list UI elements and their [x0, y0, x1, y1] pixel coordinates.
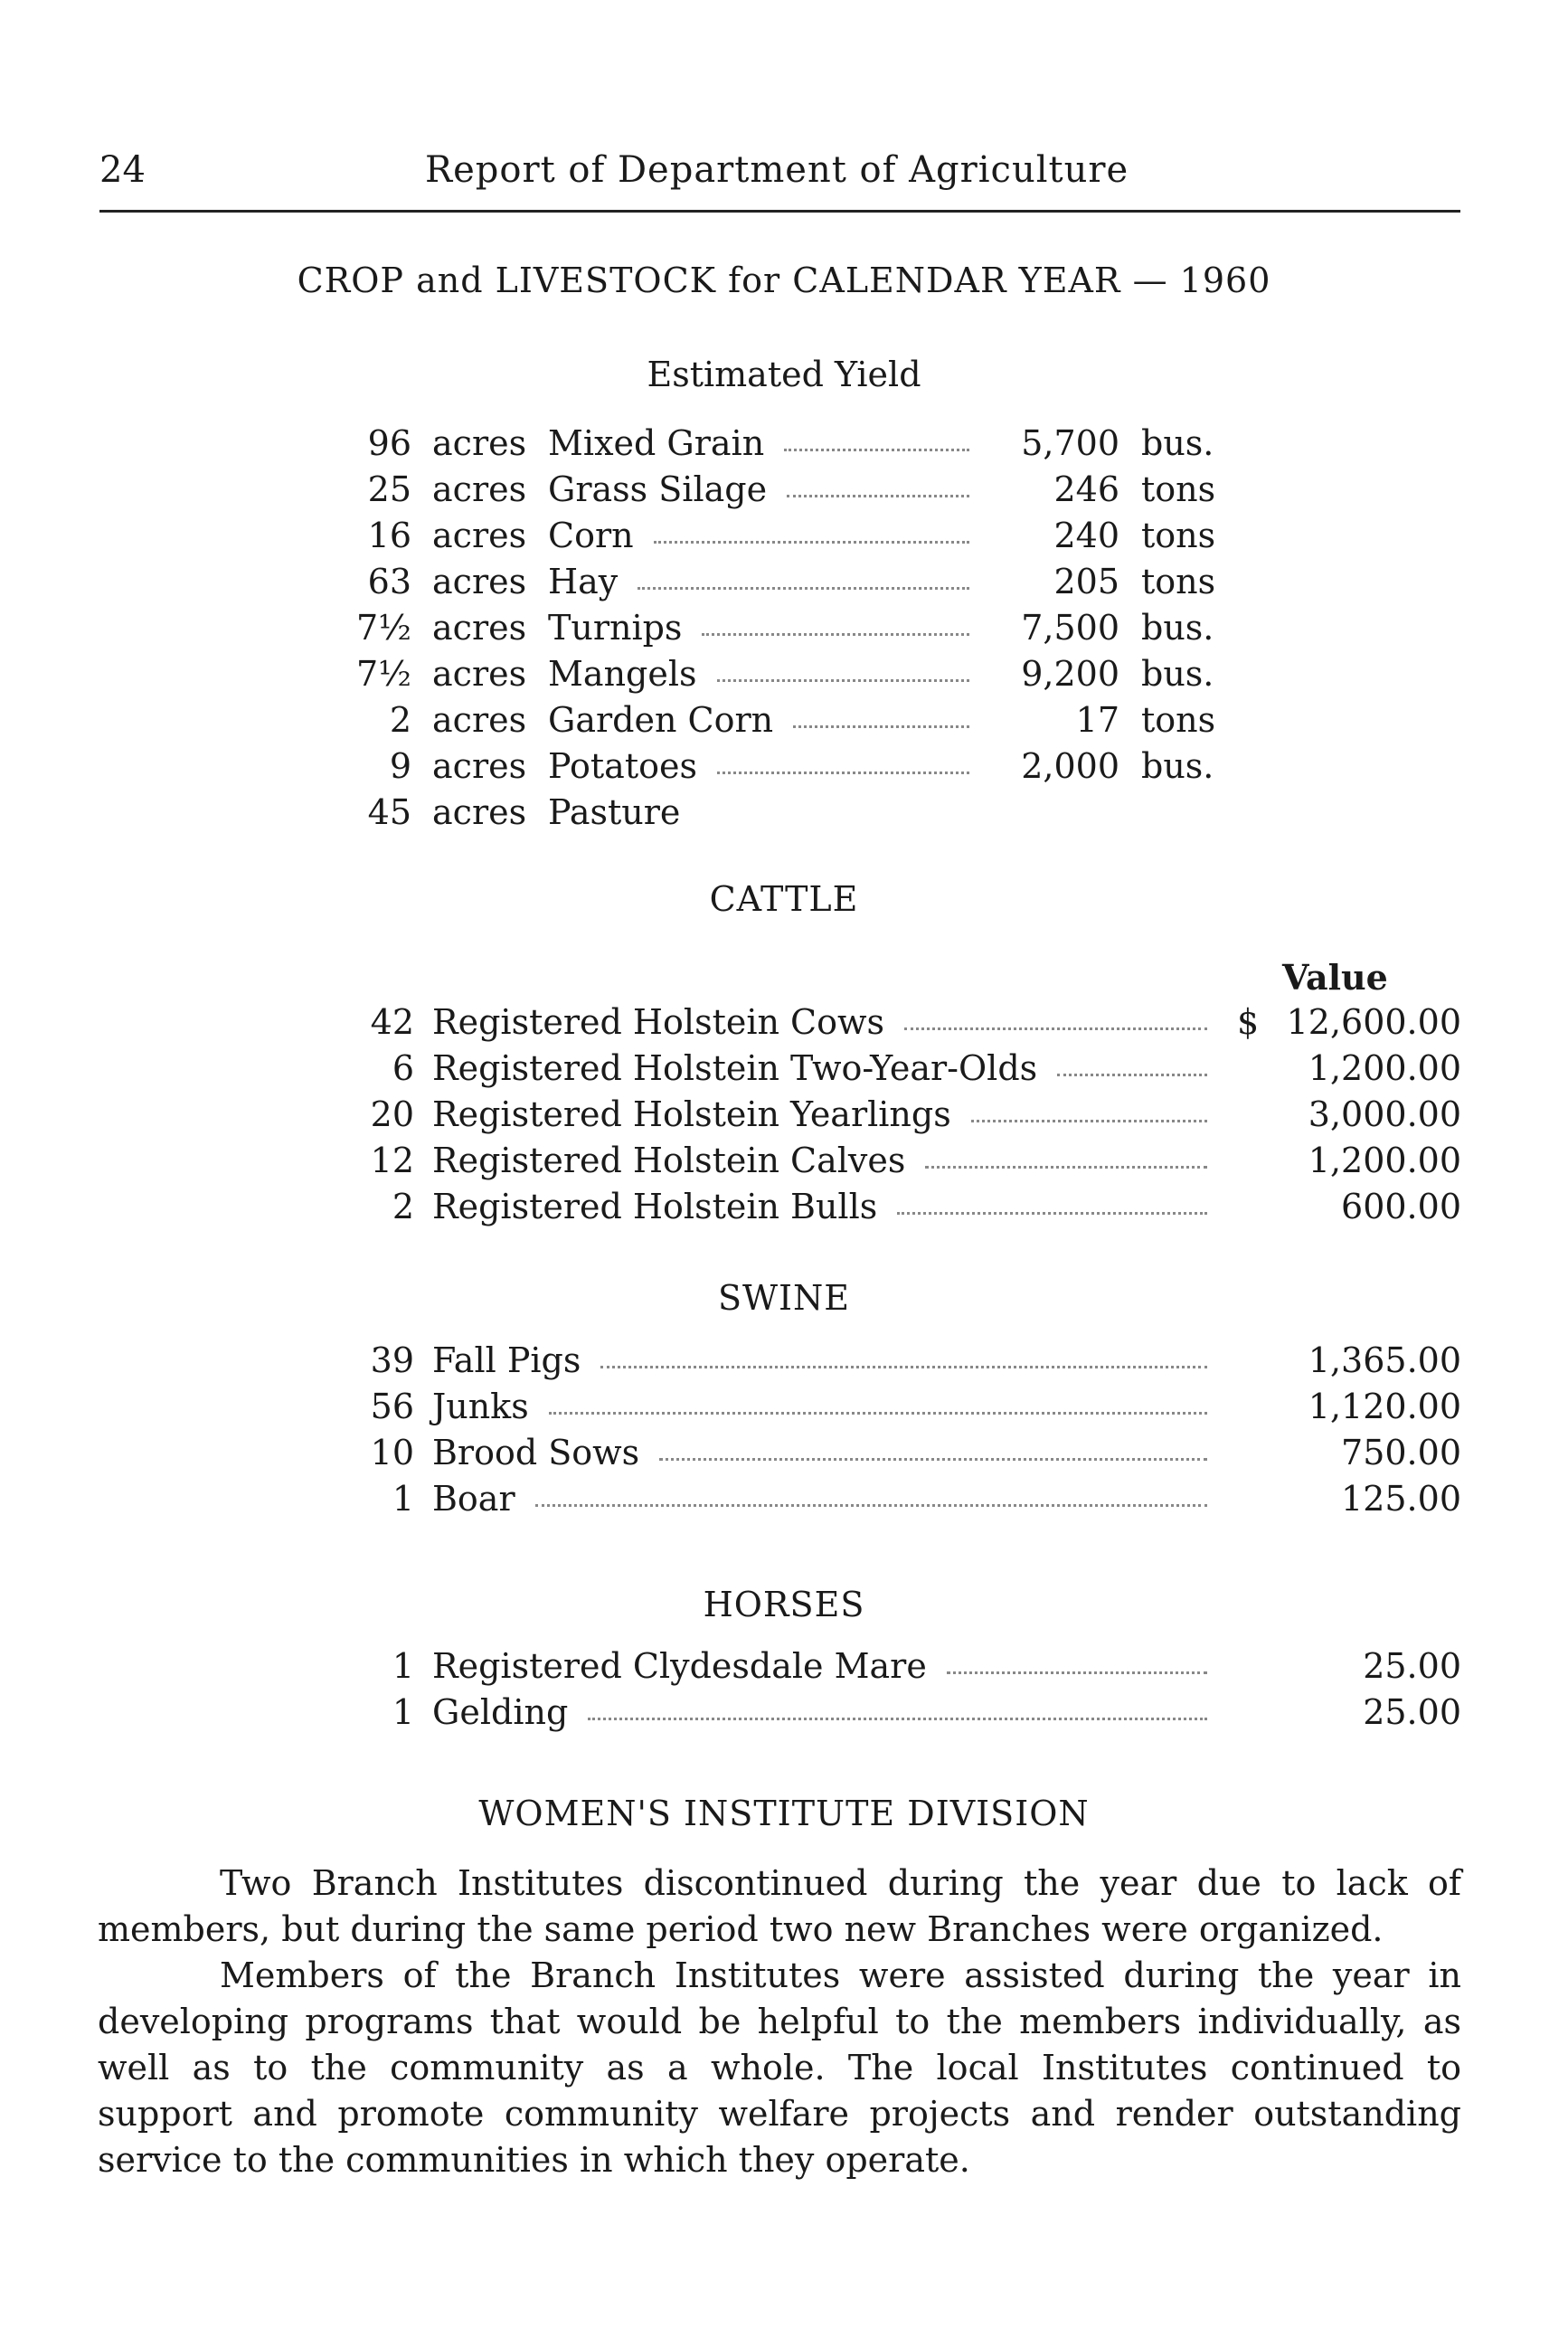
value-heading: Value — [1282, 957, 1388, 998]
dot-leader — [1057, 1074, 1207, 1076]
crop-name: Pasture — [548, 792, 681, 832]
crop-acreage: 7½ — [355, 608, 411, 648]
swine-value: 1,120.00 — [1308, 1387, 1461, 1426]
crop-unit: acres — [432, 562, 527, 601]
cattle-row — [0, 1094, 1568, 1140]
crop-yield-unit: tons — [1141, 562, 1216, 601]
cattle-value: 3,000.00 — [1308, 1094, 1461, 1134]
crop-unit: acres — [432, 516, 527, 555]
cattle-count: 12 — [370, 1141, 414, 1180]
dot-leader — [600, 1366, 1207, 1368]
cattle-row — [0, 1141, 1568, 1186]
horses-item-name: Registered Clydesdale Mare — [432, 1646, 927, 1686]
cattle-value: 1,200.00 — [1308, 1141, 1461, 1180]
crop-yield: 7,500 — [1021, 608, 1119, 648]
crop-yield: 2,000 — [1021, 746, 1119, 786]
dot-leader — [638, 587, 969, 590]
horses-value: 25.00 — [1363, 1646, 1461, 1686]
dot-leader — [904, 1027, 1207, 1030]
swine-row — [0, 1479, 1568, 1524]
crop-name: Garden Corn — [548, 700, 774, 740]
crop-yield: 5,700 — [1021, 423, 1119, 463]
crop-yield-unit: tons — [1141, 700, 1216, 740]
dot-leader — [717, 679, 969, 682]
currency-symbol: $ — [1237, 1002, 1260, 1042]
cattle-count: 6 — [392, 1048, 414, 1088]
dot-leader — [787, 495, 969, 497]
crop-acreage: 16 — [367, 516, 411, 555]
womens-institute-text — [98, 1860, 1461, 2183]
dot-leader — [717, 772, 969, 774]
cattle-row — [0, 1002, 1568, 1047]
crop-name: Potatoes — [548, 746, 697, 786]
dot-leader — [659, 1458, 1207, 1461]
swine-item-name: Brood Sows — [432, 1433, 640, 1472]
dot-leader — [897, 1212, 1207, 1215]
crop-acreage: 96 — [367, 423, 411, 463]
crop-unit: acres — [432, 792, 527, 832]
dot-leader — [784, 449, 969, 451]
crop-acreage: 9 — [389, 746, 411, 786]
horses-count: 1 — [392, 1692, 414, 1732]
cattle-item-name: Registered Holstein Bulls — [432, 1187, 878, 1226]
crop-row — [0, 562, 1568, 607]
crop-yield-unit: bus. — [1141, 746, 1214, 786]
cattle-heading: CATTLE — [709, 879, 859, 919]
crop-yield: 246 — [1053, 469, 1119, 509]
horses-row — [0, 1692, 1568, 1737]
crop-row — [0, 516, 1568, 561]
crop-acreage: 45 — [367, 792, 411, 832]
swine-item-name: Fall Pigs — [432, 1340, 581, 1380]
crop-name: Hay — [548, 562, 619, 601]
womens-institute-heading: WOMEN'S INSTITUTE DIVISION — [478, 1794, 1090, 1833]
swine-value: 1,365.00 — [1308, 1340, 1461, 1380]
horses-row — [0, 1646, 1568, 1691]
crop-yield-unit: bus. — [1141, 608, 1214, 648]
crop-unit: acres — [432, 700, 527, 740]
cattle-value: 600.00 — [1341, 1187, 1461, 1226]
dot-leader — [654, 541, 969, 544]
cattle-count: 2 — [392, 1187, 414, 1226]
crop-name: Mixed Grain — [548, 423, 765, 463]
crop-unit: acres — [432, 654, 527, 694]
cattle-row — [0, 1048, 1568, 1093]
crop-acreage: 25 — [367, 469, 411, 509]
paragraph: Members of the Branch Institutes were assisted during the year in developing programs that would be helpful to the members individually, as well as to the community as a whole. The local Institutes continued to support and promote community welfare projects and render outstanding service to the communities in which they operate. — [98, 1955, 1461, 2180]
swine-count: 39 — [370, 1340, 414, 1380]
swine-value: 125.00 — [1341, 1479, 1461, 1519]
page-header — [99, 149, 1456, 204]
dot-leader — [549, 1412, 1207, 1415]
dot-leader — [535, 1504, 1207, 1507]
main-title: CROP and LIVESTOCK for CALENDAR YEAR — 1960 — [297, 260, 1271, 300]
crop-yield: 9,200 — [1021, 654, 1119, 694]
swine-count: 10 — [370, 1433, 414, 1472]
cattle-count: 42 — [370, 1002, 414, 1042]
horses-value: 25.00 — [1363, 1692, 1461, 1732]
cattle-item-name: Registered Holstein Yearlings — [432, 1094, 951, 1134]
swine-item-name: Junks — [432, 1387, 529, 1426]
crop-unit: acres — [432, 423, 527, 463]
header-rule — [99, 210, 1460, 213]
crop-yield: 17 — [1075, 700, 1119, 740]
dot-leader — [793, 725, 969, 728]
crop-unit: acres — [432, 746, 527, 786]
dot-leader — [588, 1718, 1207, 1720]
crop-row — [0, 469, 1568, 515]
yield-heading: Estimated Yield — [647, 355, 921, 394]
dot-leader — [947, 1671, 1207, 1674]
swine-value: 750.00 — [1341, 1433, 1461, 1472]
crop-row — [0, 654, 1568, 699]
cattle-item-name: Registered Holstein Calves — [432, 1141, 906, 1180]
crop-yield-unit: bus. — [1141, 654, 1214, 694]
crop-name: Mangels — [548, 654, 697, 694]
crop-row — [0, 700, 1568, 745]
crop-acreage: 7½ — [355, 654, 411, 694]
page-number: 24 — [99, 149, 146, 191]
cattle-item-name: Registered Holstein Cows — [432, 1002, 885, 1042]
horses-count: 1 — [392, 1646, 414, 1686]
horses-item-name: Gelding — [432, 1692, 569, 1732]
dot-leader — [925, 1166, 1207, 1169]
crop-yield: 205 — [1053, 562, 1119, 601]
crop-unit: acres — [432, 608, 527, 648]
crop-acreage: 2 — [389, 700, 411, 740]
crop-row — [0, 608, 1568, 653]
crop-yield-unit: tons — [1141, 516, 1216, 555]
crop-row — [0, 792, 1568, 838]
crop-unit: acres — [432, 469, 527, 509]
swine-row — [0, 1387, 1568, 1432]
cattle-count: 20 — [370, 1094, 414, 1134]
dot-leader — [971, 1120, 1207, 1122]
crop-row — [0, 746, 1568, 791]
crop-yield-unit: bus. — [1141, 423, 1214, 463]
cattle-row — [0, 1187, 1568, 1232]
crop-yield: 240 — [1053, 516, 1119, 555]
cattle-item-name: Registered Holstein Two-Year-Olds — [432, 1048, 1038, 1088]
dot-leader — [702, 633, 969, 636]
crop-name: Corn — [548, 516, 634, 555]
crop-acreage: 63 — [367, 562, 411, 601]
cattle-value: 12,600.00 — [1286, 1002, 1461, 1042]
swine-count: 56 — [370, 1387, 414, 1426]
running-title: Report of Department of Agriculture — [425, 149, 1129, 191]
cattle-value: 1,200.00 — [1308, 1048, 1461, 1088]
swine-row — [0, 1433, 1568, 1478]
crop-name: Grass Silage — [548, 469, 768, 509]
swine-row — [0, 1340, 1568, 1386]
horses-heading: HORSES — [703, 1585, 865, 1624]
paragraph: Two Branch Institutes discontinued during the year due to lack of members, but during the same period two new Branches were organized. — [98, 1863, 1461, 1949]
crop-yield-unit: tons — [1141, 469, 1216, 509]
swine-item-name: Boar — [432, 1479, 515, 1519]
crop-name: Turnips — [548, 608, 683, 648]
swine-count: 1 — [392, 1479, 414, 1519]
swine-heading: SWINE — [717, 1278, 851, 1318]
crop-row — [0, 423, 1568, 469]
